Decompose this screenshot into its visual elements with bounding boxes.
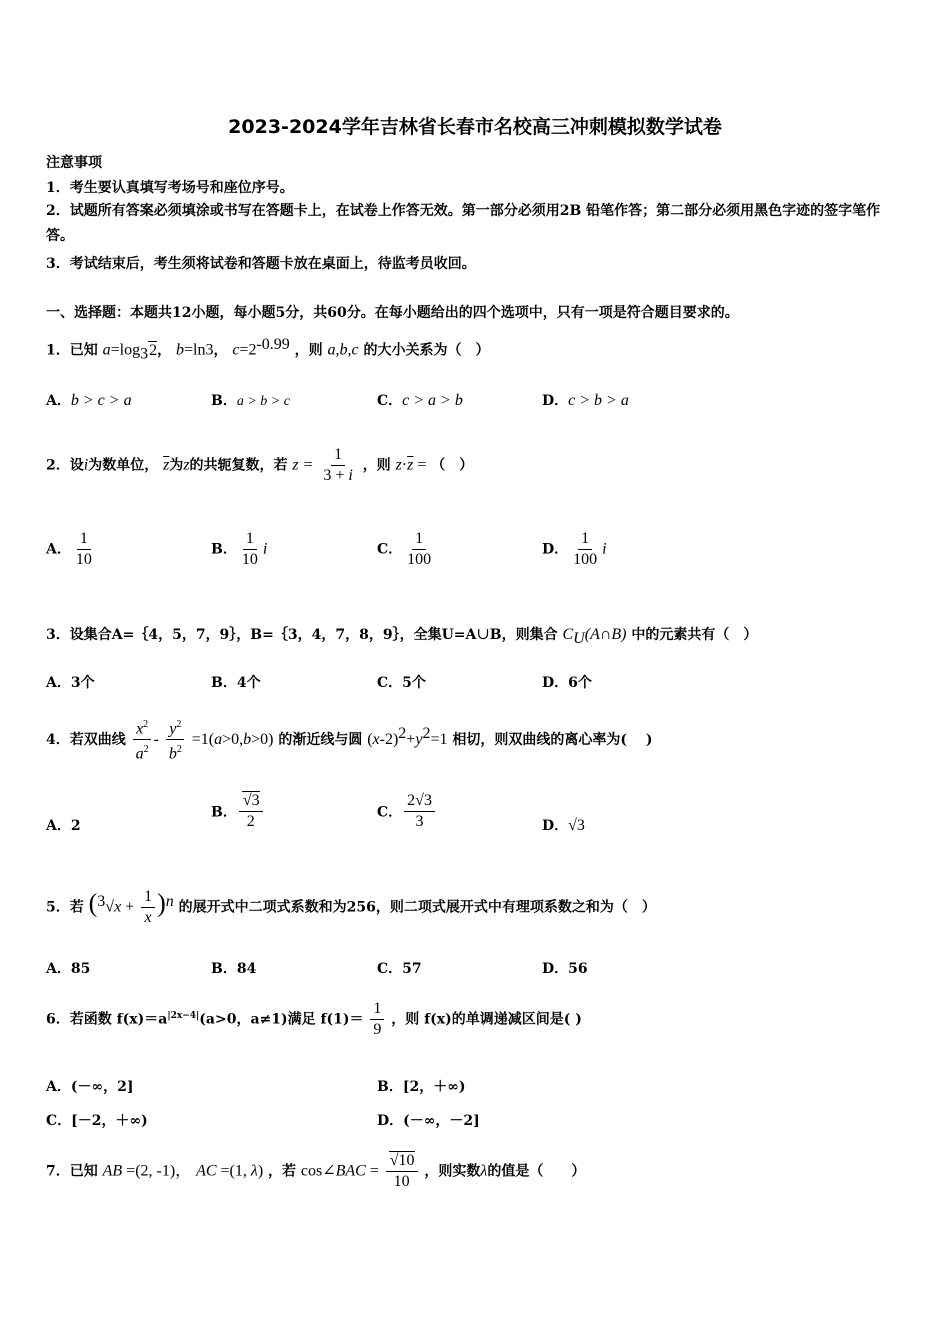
q4-option-a[interactable]: A．2 bbox=[46, 818, 81, 834]
q3-option-c[interactable]: C．5个 bbox=[377, 675, 426, 691]
q4-option-c[interactable]: C． $\frac{2√3}{3}$ bbox=[377, 792, 437, 831]
notice-heading: 注意事项 bbox=[46, 155, 102, 171]
q3-option-b[interactable]: B．4个 bbox=[211, 675, 261, 691]
question-3: 3．设集合A=｛4，5，7，9｝，B=｛3，4，7，8，9｝，全集U=A∪B，则集合 $C_U(A\cap B)$ 中的元素共有（ ） bbox=[46, 626, 758, 647]
q1-option-d[interactable]: D．c > b > a bbox=[542, 392, 629, 409]
page-title: 2023-2024学年吉林省长春市名校高三冲刺模拟数学试卷 bbox=[228, 116, 722, 138]
notice-item-1: 1．考生要认真填写考场号和座位序号。 bbox=[46, 180, 294, 196]
q1-option-c[interactable]: C．c > a > b bbox=[377, 392, 463, 409]
notice-item-2: 2．试题所有答案必须填涂或书写在答题卡上，在试卷上作答无效。第一部分必须用2B 铅笔作答；第二部分必须用黑色字迹的签字笔作答。 bbox=[46, 203, 881, 244]
q2-fraction: $\frac{1}{3 + i}$ bbox=[323, 446, 353, 484]
q6-option-c[interactable]: C．[－2，＋∞) bbox=[46, 1113, 148, 1129]
q1-expr-a: a bbox=[102, 341, 111, 359]
q2-option-a[interactable]: A． $\frac{1}{10}$ bbox=[46, 530, 92, 568]
q4-option-b[interactable]: B． $\frac{√3}{2}$ bbox=[211, 792, 265, 831]
question-5: 5．若 ($^3$√x + $\frac{1}{x}$ )$^n$ 的展开式中二项式系数和为256，则二项式展开式中有理项系数之和为（ ） bbox=[46, 888, 656, 926]
q2-option-d[interactable]: D． $\frac{1}{100}$ i bbox=[542, 530, 607, 568]
q5-option-d[interactable]: D．56 bbox=[542, 961, 588, 977]
q2-option-b[interactable]: B． $\frac{1}{10}$ i bbox=[211, 530, 268, 568]
q3-complement-expr: C bbox=[562, 626, 574, 643]
q1-expr-c: c bbox=[232, 341, 240, 359]
q5-option-c[interactable]: C．57 bbox=[377, 961, 422, 977]
question-1: 1．已知 $a=\log_32$， b=ln3， $c=2^{-0.99}$ ，则 a,b,c 的大小关系为（ ） bbox=[46, 336, 490, 363]
q1-option-a[interactable]: A．b > c > a bbox=[46, 392, 132, 409]
question-4: 4．若双曲线 $\frac{x^2}{a^2}$ - $\frac{y^2}{b^2}$ =1(a>0,b>0) 的渐近线与圆 $(x-2)^2+y^2=1$ 相切，则双曲线的离心率为( ) bbox=[46, 716, 652, 764]
q2-option-c[interactable]: C． $\frac{1}{100}$ bbox=[377, 530, 432, 568]
q6-option-a[interactable]: A．(－∞，2] bbox=[46, 1079, 134, 1095]
question-2: 2．设i为数单位， $\overline{z}$为z的共轭复数，若 z = $\frac{1}{3 + i}$ ，则 $z\cdot\overline{z}$ = （ ） bbox=[46, 446, 474, 484]
q6-option-b[interactable]: B．[2，＋∞) bbox=[377, 1079, 466, 1095]
q5-option-a[interactable]: A．85 bbox=[46, 961, 91, 977]
q6-option-d[interactable]: D．(－∞，－2] bbox=[377, 1113, 480, 1129]
q5-option-b[interactable]: B．84 bbox=[211, 961, 257, 977]
notice-item-3: 3．考试结束后，考生须将试卷和答题卡放在桌面上，待监考员收回。 bbox=[46, 256, 476, 272]
q1-option-b[interactable]: B．a > b > c bbox=[211, 393, 290, 409]
q3-option-a[interactable]: A．3个 bbox=[46, 675, 95, 691]
section-heading: 一、选择题：本题共12小题，每小题5分，共60分。在每小题给出的四个选项中，只有一项是符合题目要求的。 bbox=[46, 305, 739, 321]
q4-option-d[interactable]: D．√3 bbox=[542, 817, 585, 834]
q3-option-d[interactable]: D．6个 bbox=[542, 675, 592, 691]
q1-expr-b: b bbox=[175, 341, 184, 359]
question-6: 6．若函数 $f(x)=a^{|2x-4|}(a>0$，a≠1)满足 f(1)＝ $\frac{1}{9}$ ，则 f(x)的单调递减区间是( ) bbox=[46, 1000, 582, 1038]
question-7: 7．已知 AB =(2, -1)， AC =(1, λ) ，若 cos∠BAC = $\frac{√10}{10}$ ，则实数λ的值是（ ） bbox=[46, 1152, 586, 1190]
